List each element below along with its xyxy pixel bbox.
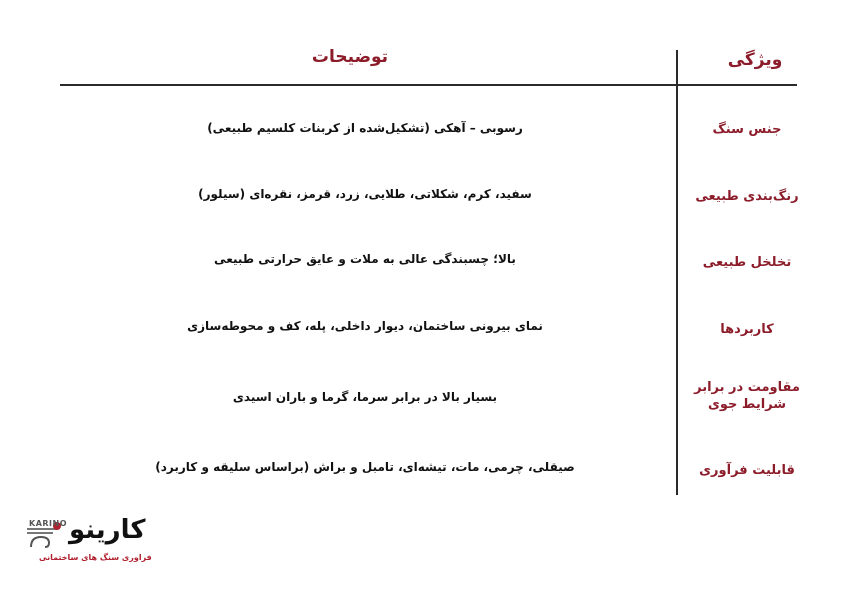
logo-tagline: فراوری سنگ های ساختمانی xyxy=(39,553,152,562)
table-horizontal-rule xyxy=(60,84,797,86)
row-description-porosity: بالا؛ چسبندگی عالی به ملات و عایق حرارتی طبیعی xyxy=(214,252,516,266)
row-feature-stone-type: جنس سنگ xyxy=(712,122,782,137)
logo-wordmark: کارینو xyxy=(69,515,146,545)
row-feature-weather-resistance: مقاومت در برابر شرایط جوی xyxy=(694,380,800,412)
row-description-colors: سفید، کرم، شکلاتی، طلایی، زرد، قرمز، نقره‌ای (سیلور) xyxy=(198,187,532,201)
header-feature: ویژگی xyxy=(727,50,783,70)
table-vertical-rule xyxy=(676,50,678,495)
row-description-weather-resistance: بسیار بالا در برابر سرما، گرما و باران اسیدی xyxy=(232,390,498,404)
row-description-applications: نمای بیرونی ساختمان، دیوار داخلی، پله، کف و محوطه‌سازی xyxy=(187,319,543,333)
row-description-stone-type: رسوبی – آهکی (تشکیل‌شده از کربنات کلسیم طبیعی) xyxy=(207,121,523,135)
header-description: توضیحات xyxy=(311,47,389,67)
row-feature-processing: قابلیت فرآوری xyxy=(699,463,795,478)
brand-logo xyxy=(25,515,152,570)
logo-latin-text: KARINO xyxy=(29,519,68,528)
row-feature-applications: کاربردها xyxy=(720,322,774,337)
row-description-processing: صیقلی، چرمی، مات، تیشه‌ای، تامبل و براش (براساس سلیقه و کاربرد) xyxy=(155,460,575,474)
row-feature-porosity: تخلخل طبیعی xyxy=(702,255,792,270)
row-feature-colors: رنگ‌بندی طبیعی xyxy=(695,189,799,204)
